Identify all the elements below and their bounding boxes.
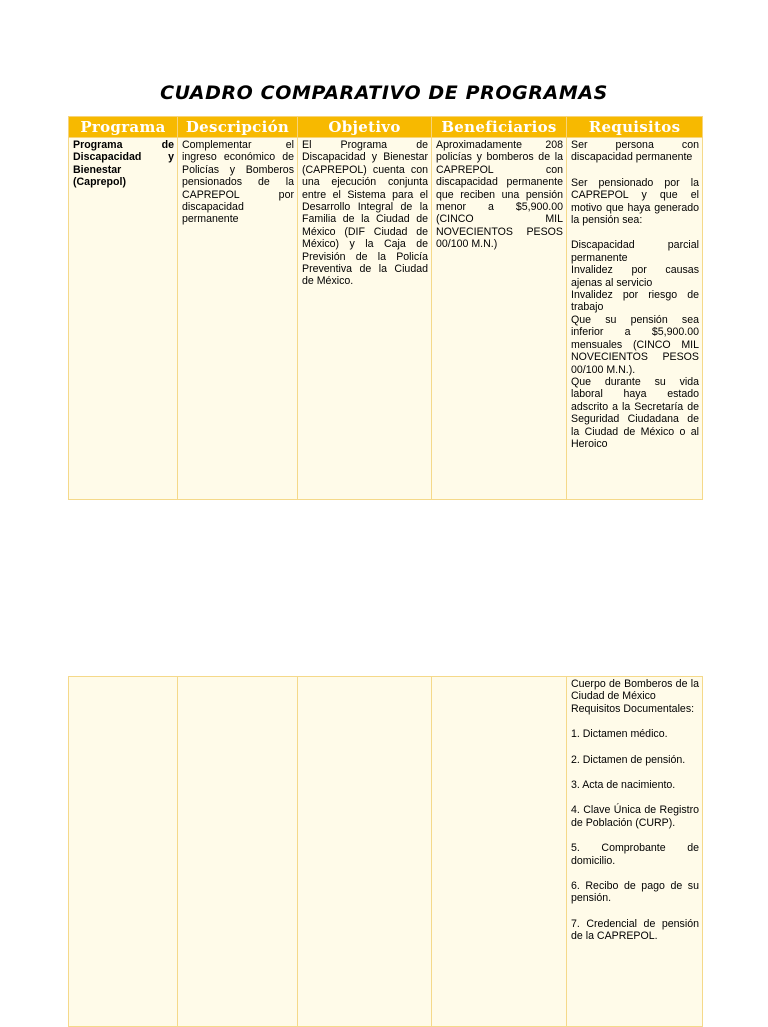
- requisitos-list-item: 4. Clave Única de Registro de Población (CURP).: [571, 804, 699, 829]
- table-header-row: [69, 117, 703, 138]
- header-descripcion: Descripción: [178, 117, 298, 138]
- requisitos-list-item: 2. Dictamen de pensión.: [571, 753, 686, 766]
- header-objetivo: Objetivo: [298, 117, 432, 138]
- comparison-table: [68, 116, 703, 500]
- requisitos-list-item: 5. Comprobante de domicilio.: [571, 842, 699, 867]
- cell-beneficiarios: [432, 677, 567, 1027]
- requisitos-list-item: 7. Credencial de pensión de la CAPREPOL.: [571, 917, 699, 943]
- header-requisitos: Requisitos: [567, 117, 703, 138]
- cell-programa: [69, 677, 178, 1027]
- cell-objetivo: [298, 677, 432, 1027]
- table-row: [69, 677, 703, 1027]
- cell-requisitos: [567, 138, 703, 500]
- cell-objetivo: El Programa de Discapacidad y Bienestar (CAPREPOL) cuenta con una ejecución conjunta entre el Sistema para el Desarrollo Integral de la Familia de la Ciudad de México (DIF Ciudad de México) y la Caja de Previsión de la Policía Preventiva de la Ciudad de México.: [298, 138, 432, 500]
- cell-requisitos: [567, 677, 703, 1027]
- cell-beneficiarios: Aproximadamente 208 policías y bomberos de la CAPREPOL con discapacidad permanente que reciben una pensión menor a $5,900.00 (CINCO MIL NOVECIENTOS PESOS 00/100 M.N.): [432, 138, 567, 500]
- requisitos-list-item: 1. Dictamen médico.: [571, 728, 668, 741]
- cell-descripcion: Complementar el ingreso económico de Policías y Bomberos pensionados de la CAPREPOL por discapacidad permanente: [178, 138, 298, 500]
- header-beneficiarios: Beneficiarios: [432, 117, 567, 138]
- table-row: [69, 138, 703, 500]
- requisitos-list-item: 6. Recibo de pago de su pensión.: [571, 880, 699, 905]
- document-title: CUADRO COMPARATIVO DE PROGRAMAS: [160, 82, 608, 104]
- header-programa: Programa: [69, 117, 178, 138]
- cell-programa: Programa de Discapacidad y Bienestar (Caprepol): [69, 138, 178, 500]
- comparison-table-continued: [68, 676, 703, 1027]
- requisitos-paragraph: Ser pensionado por la CAPREPOL y que el motivo que haya generado la pensión sea:: [571, 176, 699, 227]
- cell-descripcion: [178, 677, 298, 1027]
- requisitos-list-item: 3. Acta de nacimiento.: [571, 779, 676, 792]
- requisitos-paragraph: Cuerpo de Bomberos de la Ciudad de México Requisitos Documentales:: [571, 678, 699, 715]
- requisitos-paragraph: Ser persona con discapacidad permanente: [571, 139, 699, 164]
- requisitos-paragraph: Discapacidad parcial permanente Invalidez por causas ajenas al servicio Invalidez por riesgo de trabajo Que su pensión sea inferior a $5,900.00 mensuales (CINCO MIL NOVECIENTOS PESOS 00/100 M.N.). Que durante su vida laboral haya estado adscrito a la Secretaría de Seguridad Ciudadana de la Ciudad de México o al Heroico: [571, 239, 699, 450]
